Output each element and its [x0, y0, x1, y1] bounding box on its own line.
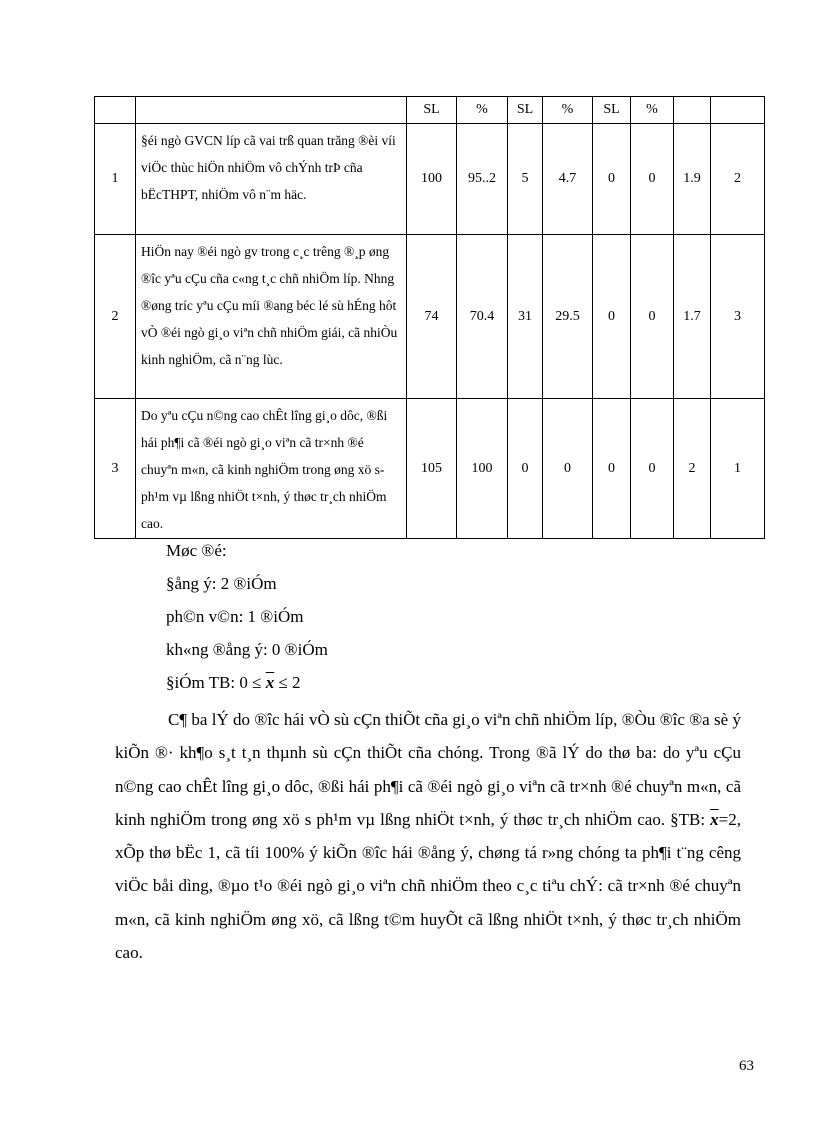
table-row [95, 399, 765, 539]
legend-range-prefix: §iÓm TB: 0 ≤ [166, 673, 262, 692]
table-row [95, 124, 765, 235]
header-cell: % [631, 97, 674, 124]
disagree-count: 0 [593, 235, 631, 399]
legend-title: Møc ®é: [166, 541, 227, 560]
reason-text: Do yªu cÇu n©ng cao chÊt lîng gi¸o dôc, ®ßi hái ph¶i cã ®éi ngò gi¸o viªn cã tr×nh ®é chuyªn m«n, cã kinh nghiÖm trong øng xö s ph¹m vµ lßng nhiÖt t×nh, ý thøc tr¸ch nhiÖm cao. [136, 399, 407, 539]
mean-symbol: $\overline{x}$ [710, 809, 719, 829]
header-cell [136, 97, 407, 124]
disagree-percent: 0 [631, 124, 674, 235]
neutral-percent: 0 [543, 399, 593, 539]
neutral-count: 31 [508, 235, 543, 399]
header-cell [95, 97, 136, 124]
table-header-row [95, 97, 765, 124]
table-row [95, 235, 765, 399]
disagree-percent: 0 [631, 399, 674, 539]
row-number: 3 [95, 399, 136, 539]
legend-disagree: kh«ng ®ång ý: 0 ®iÓm [166, 640, 328, 659]
agree-count: 100 [407, 124, 457, 235]
legend-average-range [166, 673, 301, 693]
header-cell: % [543, 97, 593, 124]
header-cell: SL [407, 97, 457, 124]
row-number: 2 [95, 235, 136, 399]
neutral-percent: 4.7 [543, 124, 593, 235]
row-number: 1 [95, 124, 136, 235]
rank: 1 [711, 399, 765, 539]
page-number: 63 [739, 1058, 754, 1074]
paragraph-text-part1: C¶ ba lÝ do ®îc hái vÒ sù cÇn thiÕt cña gi¸o viªn chñ nhiÖm líp, ®Òu ®îc ®a sè ý kiÕn ®· kh¶o s¸t t¸n thµnh sù cÇn thiÕt cña chóng. Trong ®ã lÝ do thø ba: do yªu cÇu n©ng cao chÊt lîng gi¸o dôc, ®ßi hái ph¶i cã ®éi ngò gi¸o viªn cã tr×nh ®é chuyªn m«n, cã kinh nghiÖm trong øng xö s ph¹m vµ lßng nhiÖt t×nh, ý thøc tr¸ch nhiÖm cao. §TB: [115, 710, 741, 829]
neutral-count: 0 [508, 399, 543, 539]
header-cell: SL [508, 97, 543, 124]
average-score: 1.9 [674, 124, 711, 235]
agree-percent: 100 [457, 399, 508, 539]
disagree-count: 0 [593, 124, 631, 235]
legend-neutral: ph©n v©n: 1 ®iÓm [166, 607, 304, 626]
analysis-paragraph [115, 703, 741, 969]
agree-count: 105 [407, 399, 457, 539]
legend-agree: §ång ý: 2 ®iÓm [166, 574, 277, 593]
header-cell: SL [593, 97, 631, 124]
reason-text: HiÖn nay ®éi ngò gv trong c¸c trêng ®¸p øng ®îc yªu cÇu cña c«ng t¸c chñ nhiÖm líp. Nhng ®øng tríc yªu cÇu míi ®ang béc lé sù hÉng hôt vÒ ®éi ngò gi¸o viªn chñ nhiÖm giái, cã nhiÒu kinh nghiÖm, cã n¨ng lùc. [136, 235, 407, 399]
neutral-percent: 29.5 [543, 235, 593, 399]
agree-percent: 70.4 [457, 235, 508, 399]
neutral-count: 5 [508, 124, 543, 235]
header-cell [711, 97, 765, 124]
rank: 3 [711, 235, 765, 399]
survey-table [94, 96, 765, 539]
header-cell: % [457, 97, 508, 124]
disagree-percent: 0 [631, 235, 674, 399]
average-score: 2 [674, 399, 711, 539]
agree-percent: 95..2 [457, 124, 508, 235]
mean-symbol: $\overline{x}$ [265, 673, 275, 692]
header-cell [674, 97, 711, 124]
reason-text: §éi ngò GVCN líp cã vai trß quan trăng ®èi víi viÖc thùc hiÖn nhiÖm vô chÝnh trÞ cña bËcTHPT, nhiÖm vô n¨m häc. [136, 124, 407, 235]
average-score: 1.7 [674, 235, 711, 399]
legend-range-suffix: ≤ 2 [278, 673, 301, 692]
agree-count: 74 [407, 235, 457, 399]
disagree-count: 0 [593, 399, 631, 539]
rank: 2 [711, 124, 765, 235]
paragraph-text-part2: =2, xÕp thø bËc 1, cã tíi 100% ý kiÕn ®îc hái ®ång ý, chøng tá r»ng chóng ta ph¶i t¨ng cêng viÖc båi dìng, ®µo t¹o ®éi ngò gi¸o viªn chñ nhiÖm theo c¸c tiªu chÝ: cã tr×nh ®é chuyªn m«n, cã kinh nghiÖm øng xö, cã lßng t©m huyÕt cã lßng nhiÖt t×nh, ý thøc tr¸ch nhiÖm cao. [115, 809, 742, 963]
